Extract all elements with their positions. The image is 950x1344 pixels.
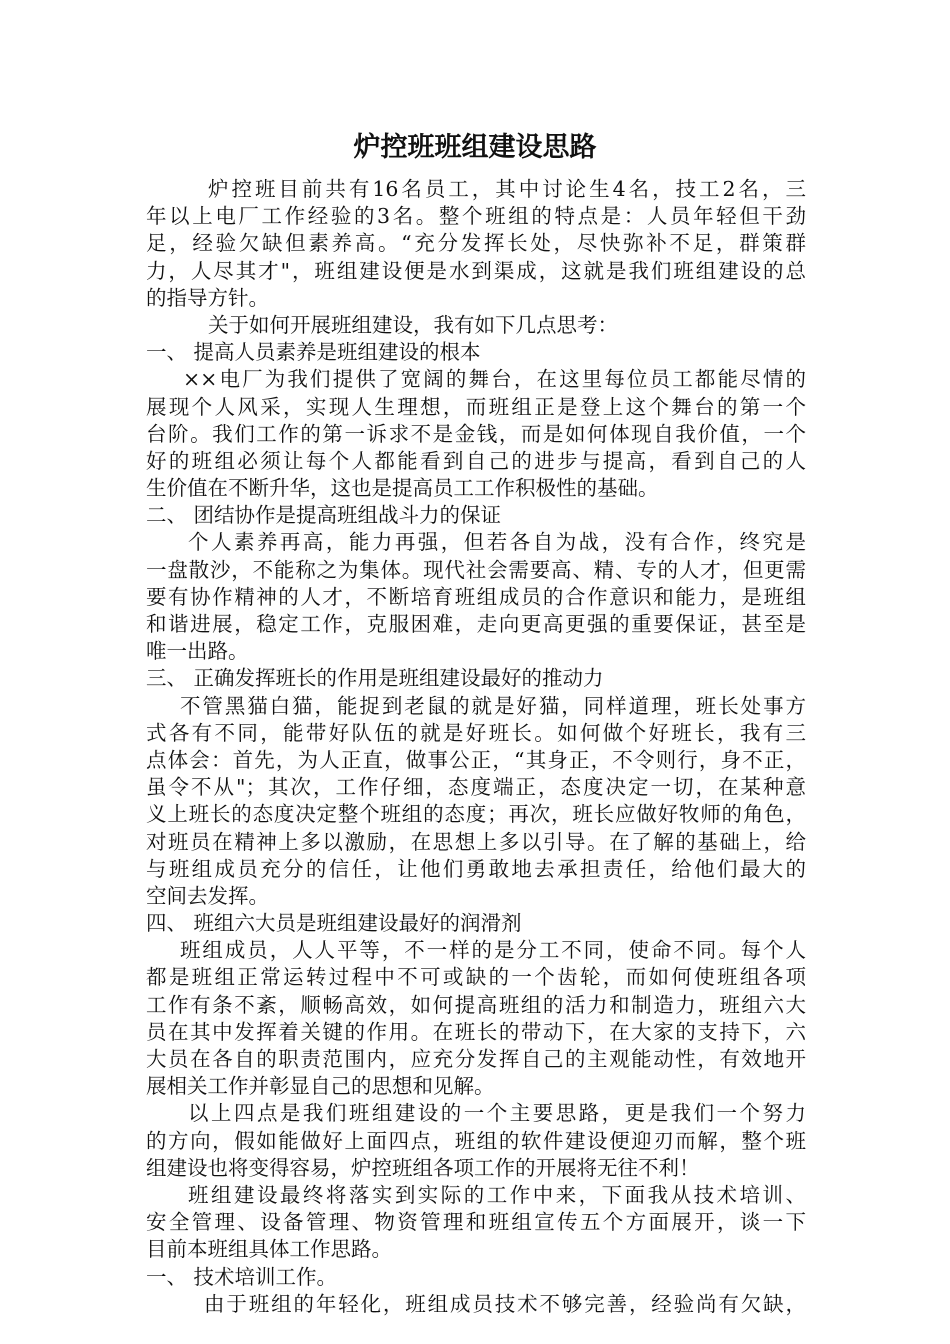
document-body xyxy=(146,176,806,1318)
text-line: 生价值在不断升华，这也是提高员工工作积极性的基础。 xyxy=(146,476,659,501)
text-line: 空间去发挥。 xyxy=(146,883,269,908)
text-line: 员在其中发挥着关键的作用。在班长的带动下，在大家的支持下，六 xyxy=(146,1019,806,1044)
text-line: 台阶。我们工作的第一诉求不是金钱，而是如何体现自我价值，一个 xyxy=(146,421,806,446)
text-line: 的方向，假如能做好上面四点，班组的软件建设便迎刃而解，整个班 xyxy=(146,1128,806,1153)
text-line: 展现个人风采，实现人生理想，而班组正是登上这个舞台的第一个 xyxy=(146,394,806,419)
text-line: 由于班组的年轻化，班组成员技术不够完善，经验尚有欠缺， xyxy=(204,1291,806,1316)
text-line: 唯一出路。 xyxy=(146,639,249,664)
text-line: 足，经验欠缺但素养高。“充分发挥长处，尽快弥补不足，群策群 xyxy=(146,231,806,256)
text-line: 工作有条不紊，顺畅高效，如何提高班组的活力和制造力，班组六大 xyxy=(146,992,806,1017)
text-line: 对班员在精神上多以激励，在思想上多以引导。在了解的基础上，给 xyxy=(146,829,806,854)
text-line: 炉控班目前共有16名员工，其中讨论生4名，技工2名，三 xyxy=(208,177,806,201)
text-line: 三、 正确发挥班长的作用是班组建设最好的推动力 xyxy=(146,666,604,691)
text-line: 虽令不从"；其次，工作仔细，态度端正，态度决定一切，在某种意 xyxy=(146,775,806,800)
text-line: 班组建设最终将落实到实际的工作中来，下面我从技术培训、 xyxy=(188,1182,806,1207)
text-line: 年以上电厂工作经验的3名。整个班组的特点是：人员年轻但干劲 xyxy=(146,204,806,229)
text-line: 一、 技术培训工作。 xyxy=(146,1264,338,1289)
text-line: 安全管理、设备管理、物资管理和班组宣传五个方面展开，谈一下 xyxy=(146,1210,806,1235)
text-line: 以上四点是我们班组建设的一个主要思路，更是我们一个努力 xyxy=(188,1101,806,1126)
text-line: 都是班组正常运转过程中不可或缺的一个齿轮，而如何使班组各项 xyxy=(146,965,806,990)
text-line: 目前本班组具体工作思路。 xyxy=(146,1237,392,1262)
text-line: 组建设也将变得容易，炉控班组各项工作的开展将无往不利！ xyxy=(146,1155,700,1180)
document-title: 炉控班班组建设思路 xyxy=(353,132,597,163)
text-line: 展相关工作并彰显自己的思想和见解。 xyxy=(146,1074,495,1099)
text-line: 班组成员，人人平等，不一样的是分工不同，使命不同。每个人 xyxy=(180,938,806,963)
text-line: 好的班组必须让每个人都能看到自己的进步与提高，看到自己的人 xyxy=(146,448,806,473)
text-line: 关于如何开展班组建设，我有如下几点思考： xyxy=(208,312,618,337)
text-line: ××电厂为我们提供了宽阔的舞台，在这里每位员工都能尽情的 xyxy=(183,367,806,392)
text-line: 要有协作精神的人才，不断培育班组成员的合作意识和能力，是班组 xyxy=(146,584,806,609)
text-line: 和谐进展，稳定工作，克服困难，走向更高更强的重要保证，甚至是 xyxy=(146,612,806,636)
text-line: 大员在各自的职责范围内，应充分发挥自己的主观能动性，有效地开 xyxy=(146,1047,806,1071)
text-line: 一、 提高人员素养是班组建设的根本 xyxy=(146,340,481,365)
text-line: 式各有不同，能带好队伍的就是好班长。如何做个好班长，我有三 xyxy=(146,720,806,745)
text-line: 力，人尽其才"，班组建设便是水到渠成，这就是我们班组建设的总 xyxy=(146,258,806,283)
text-line: 的指导方针。 xyxy=(146,285,269,310)
text-line: 与班组成员充分的信任，让他们勇敢地去承担责任，给他们最大的 xyxy=(146,856,806,881)
text-line: 不管黑猫白猫，能捉到老鼠的就是好猫，同样道理，班长处事方 xyxy=(180,693,806,718)
text-line: 一盘散沙，不能称之为集体。现代社会需要高、精、专的人才，但更需 xyxy=(146,557,806,582)
text-line: 点体会：首先，为人正直，做事公正，“其身正，不令则行，身不正， xyxy=(146,747,806,772)
text-line: 义上班长的态度决定整个班组的态度；再次，班长应做好牧师的角色， xyxy=(146,802,806,827)
text-line: 二、 团结协作是提高班组战斗力的保证 xyxy=(146,503,502,528)
text-line: 四、 班组六大员是班组建设最好的润滑剂 xyxy=(146,911,522,936)
text-line: 个人素养再高，能力再强，但若各自为战，没有合作，终究是 xyxy=(188,530,806,555)
